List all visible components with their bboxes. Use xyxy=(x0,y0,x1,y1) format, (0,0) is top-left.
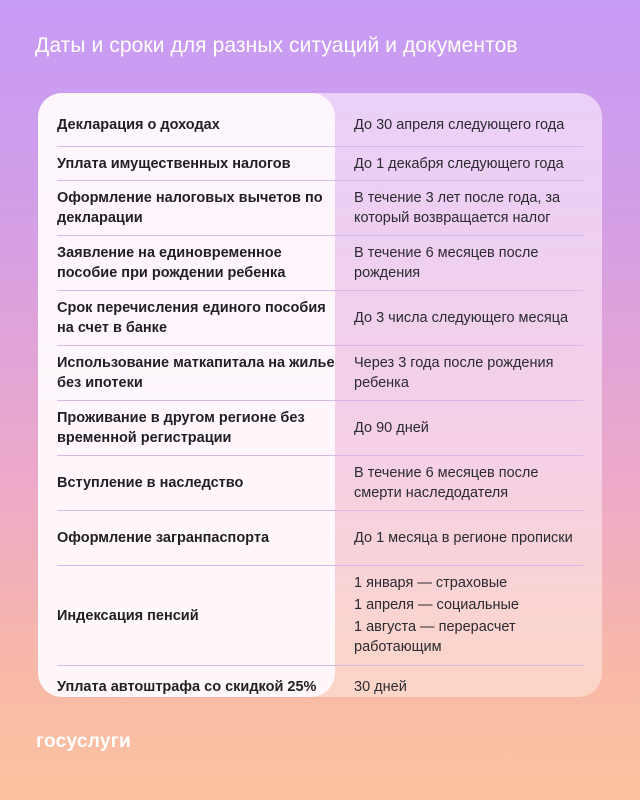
row-value: До 1 месяца в регионе прописки xyxy=(354,530,573,546)
deadlines-table xyxy=(57,103,583,697)
row-label: Вступление в наследство xyxy=(57,475,244,491)
row-label: Проживание в другом регионе без временной регистрации xyxy=(57,410,305,446)
row-label: Оформление налоговых вычетов по декларации xyxy=(57,190,323,226)
table-row xyxy=(57,291,583,346)
row-value: До 1 декабря следующего года xyxy=(354,155,564,172)
table-row xyxy=(57,456,583,511)
row-label: Уплата автоштрафа со скидкой 25% xyxy=(57,679,317,695)
row-label: Срок перечисления единого пособия на счет в банке xyxy=(57,300,326,336)
row-value-list xyxy=(354,573,583,659)
table-row xyxy=(57,181,583,236)
row-value: Через 3 года после рождения ребенка xyxy=(354,355,554,391)
row-value: В течение 6 месяцев после смерти наследодателя xyxy=(354,465,539,501)
table-row xyxy=(57,346,583,401)
row-value: До 3 числа следующего месяца xyxy=(354,310,569,326)
page-title: Даты и сроки для разных ситуаций и документов xyxy=(35,34,518,57)
row-value: 30 дней xyxy=(354,679,407,695)
table-row xyxy=(57,236,583,291)
table-row xyxy=(57,666,583,697)
table-row xyxy=(57,147,583,181)
table-row xyxy=(57,511,583,566)
row-label: Заявление на единовременное пособие при рождении ребенка xyxy=(57,245,286,281)
row-label: Оформление загранпаспорта xyxy=(57,530,270,546)
row-value-item: 1 апреля — социальные xyxy=(354,596,519,613)
table-row xyxy=(57,401,583,456)
table-row xyxy=(57,566,583,666)
row-label: Уплата имущественных налогов xyxy=(57,155,291,172)
table-row xyxy=(57,103,583,147)
row-label: Использование маткапитала на жилье без ипотеки xyxy=(57,355,335,391)
row-label: Индексация пенсий xyxy=(57,607,199,624)
row-label: Декларация о доходах xyxy=(57,116,220,133)
row-value-item: 1 января — страховые xyxy=(354,574,508,591)
row-value-item: 1 августа — перерасчет работающим xyxy=(354,618,516,655)
row-value: В течение 3 лет после года, за который возвращается налог xyxy=(354,190,561,226)
row-value: До 90 дней xyxy=(354,420,429,436)
deadlines-table-card xyxy=(38,93,602,697)
gosuslugi-logo: госуслуги xyxy=(36,731,131,752)
row-value: До 30 апреля следующего года xyxy=(354,116,565,133)
row-value: В течение 6 месяцев после рождения xyxy=(354,245,539,281)
